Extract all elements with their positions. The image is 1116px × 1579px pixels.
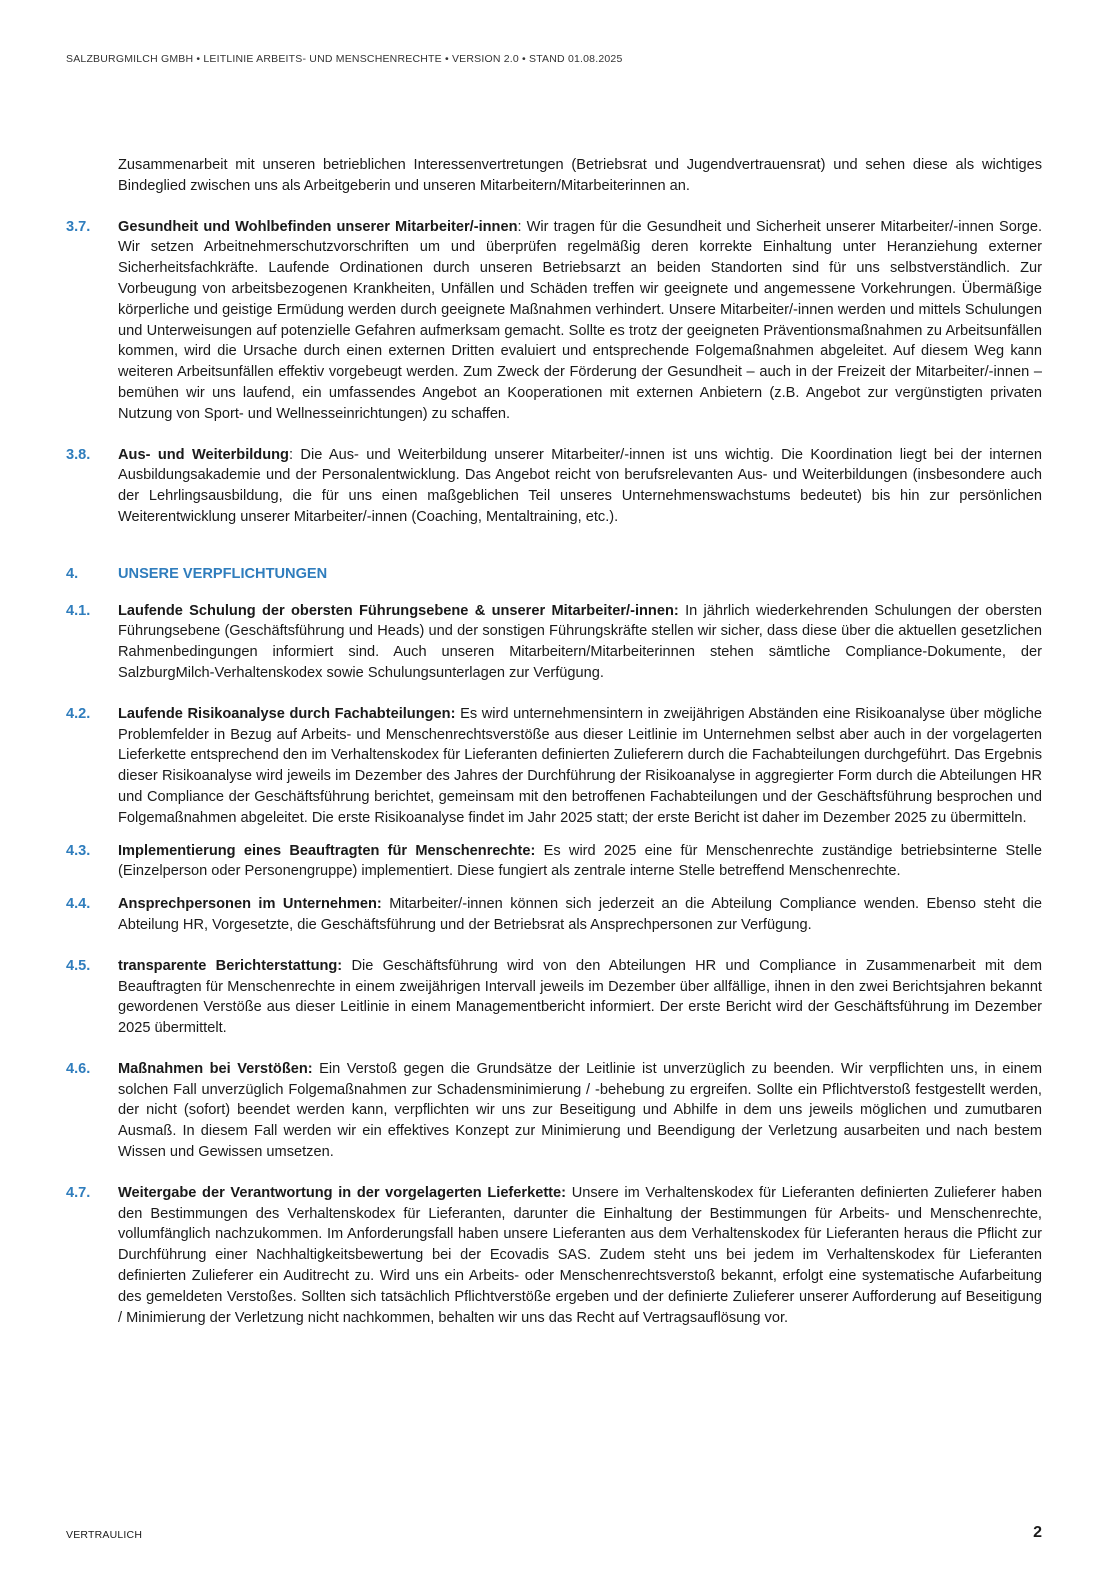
clause-text: Es wird unternehmensintern in zweijährigen Abständen eine Risikoanalyse über mögliche Problemfelder in Bezug auf Arbeits- und Menschenrechtsverstöße aus dieser Leitlinie im Unternehmen selbst aber auch in der vorgelagerten Lieferkette entsprechend den im Verhaltenskodex für Lieferanten definierten Zulieferern durch die Fachabteilungen durchgeführt. Das Ergebnis dieser Risikoanalyse wird jeweils im Dezember des Jahres der Durchführung der Risikoanalyse in aggregierter Form durch die Abteilungen HR und Compliance der Geschäftsführung berichtet, gemeinsam mit den betroffenen Fachabteilungen und der Geschäftsführung besprochen und Folgemaßnahmen abgeleitet. Die erste Risikoanalyse findet im Jahr 2025 statt; der erste Bericht ist daher im Dezember 2025 zu übermitteln. xyxy=(118,705,1043,826)
clause-text: In jährlich wiederkehrenden Schulungen der obersten Führungsebene (Geschäftsführung und Heads) und der sonstigen Führungskräfte stellen wir sicher, dass diese über die aktuellen gesetzlichen Rahmenbedingungen informiert sind. Auch unseren Mitarbeitern/Mitarbeiterinnen stehen sämtliche Compliance-Dokumente, der SalzburgMilch-Verhaltenskodex sowie Schulungsunterlagen zur Verfügung. xyxy=(118,602,1042,681)
clause-4-4 xyxy=(66,894,1042,936)
clause-number: 4.4. xyxy=(66,896,91,913)
clause-text: Die Aus- und Weiterbildung unserer Mitarbeiter/-innen ist uns wichtig. Die Koordination liegt bei der internen Ausbildungsakademie und der Personalentwicklung. Das Angebot reicht von berufsrelevanten Aus- und Weiterbildungen (insbesondere auch der Lehrlingsausbildung, die für uns einen maßgeblichen Teil unseres Unternehmenswachstums bedeutet) bis hin zur persönlichen Weiterentwicklung unserer Mitarbeiter/-innen (Coaching, Mentaltraining, etc.). xyxy=(118,446,1042,525)
page-header: SALZBURGMILCH GMBH • LEITLINIE ARBEITS- UND MENSCHENRECHTE • VERSION 2.0 • STAND 01.08.2025 xyxy=(66,53,623,65)
clause-4-5 xyxy=(66,956,1042,1039)
clause-body xyxy=(118,1059,1042,1163)
clause-text: Die Geschäftsführung wird von den Abteilungen HR und Compliance in Zusammenarbeit mit dem Beauftragten für Menschenrechte in einem zweijährigen Intervall jeweils im Dezember über allfällige, ihnen in den zwei Berichtsjahren bekannt gewordenen Verstöße aus dieser Leitlinie in einem Managementbericht informiert. Der erste Bericht wird der Geschäftsführung im Dezember 2025 übermittelt. xyxy=(118,957,1042,1037)
clause-number: 3.8. xyxy=(66,446,91,463)
clause-4-2 xyxy=(66,704,1042,829)
clause-body xyxy=(118,894,1042,936)
clause-3-7 xyxy=(66,217,1042,425)
clause-body xyxy=(118,1183,1042,1329)
clause-text: Mitarbeiter/-innen können sich jederzeit an die Abteilung Compliance wenden. Ebenso steht die Abteilung HR, Vorgesetzte, die Geschäftsführung und der Betriebsrat als Ansprechpersonen zur Verfügung. xyxy=(118,896,1042,933)
clause-number: 4.3. xyxy=(66,842,91,859)
document-body xyxy=(66,155,1042,1348)
clause-body xyxy=(118,704,1042,829)
section-heading-4 xyxy=(66,564,1042,585)
clause-4-1 xyxy=(66,601,1042,684)
page-number: 2 xyxy=(1033,1524,1042,1541)
clause-title: Gesundheit und Wohlbefinden unserer Mitarbeiter/-innen xyxy=(118,218,518,235)
clause-title: Ansprechpersonen im Unternehmen: xyxy=(118,896,382,913)
clause-title: transparente Berichterstattung: xyxy=(118,957,343,974)
clause-number: 3.7. xyxy=(66,218,91,235)
clause-title: Implementierung eines Beauftragten für Menschenrechte: xyxy=(118,842,536,859)
section-title: UNSERE VERPFLICHTUNGEN xyxy=(118,565,328,582)
clause-title: Weitergabe der Verantwortung in der vorgelagerten Lieferkette: xyxy=(118,1184,567,1201)
clause-text: Es wird 2025 eine für Menschenrechte zuständige betriebsinterne Stelle (Einzelperson oder Personengruppe) implementiert. Diese fungiert als zentrale interne Stelle betreffend Menschenrechte. xyxy=(118,842,1042,880)
clause-number: 4.1. xyxy=(66,602,91,619)
clause-number: 4.6. xyxy=(66,1060,91,1077)
clause-body xyxy=(118,841,1042,883)
clause-body: Gesundheit und Wohlbefinden unserer Mitarbeiter/-innen: Wir tragen für die Gesundheit und Sicherheit unserer Mitarbeiter/-innen Sorge. Wir setzen Arbeitnehmerschutzvorschriften um und überprüfen regelmäßig deren korrekte Einhaltung unter Heranziehung externer Sicherheitsfachkräfte. Laufende Ordinationen durch unseren Betriebsarzt an beiden Standorten sind für uns selbstverständlich. Zur Vorbeugung von arbeitsbezogenen Krankheiten, Unfällen und Schäden treffen wir geeignete und angemessene Vorkehrungen. Übermäßige körperliche und geistige Ermüdung werden durch geeignete Maßnahmen verhindert. Unsere Mitarbeiter/-innen werden und mittels Schulungen und Unterweisungen auf potenzielle Gefahren aufmerksam gemacht. Sollte es trotz der geeigneten Präventionsmaßnahmen zu Arbeitsunfällen kommen, wird die Ursache durch einen externen Dritten evaluiert und entsprechende Folgemaßnahmen abgeleitet. Auf diesem Weg kann weiteren Arbeitsunfällen effektiv vorgebeugt werden. Zum Zweck der Förderung der Gesundheit – auch in der Freizeit der Mitarbeiter/-innen – bemühen wir uns laufend, ein umfassendes Angebot an Kooperationen mit externen Anbietern (z.B. Angebot zur vergünstigten privaten Nutzung von Sport- und Wellnesseinrichtungen) zu schaffen. xyxy=(118,218,1042,422)
clause-text: Unsere im Verhaltenskodex für Lieferanten definierten Zulieferer haben den Bestimmungen des Verhaltenskodex für Lieferanten, darunter die Einhaltung der Bestimmungen für Arbeits- und Menschenrechte, vollumfänglich nachzukommen. Im Anforderungsfall haben unsere Lieferanten aus dem Verhaltenskodex für Lieferanten heraus die Pflicht zur Durchführung einer Nachhaltigkeitsbewertung bei der Ecovadis SAS. Zudem steht uns bei jedem im Verhaltenskodex für Lieferanten definierten Zulieferer ein Auditrecht zu. Wird uns ein Arbeits- oder Menschenrechtsverstoß bekannt, erfolgt eine systematische Aufarbeitung des gemeldeten Verstoßes. Sollten sich tatsächlich Pflichtverstöße ergeben und der definierte Zulieferer unserer Aufforderung auf Beseitigung / Minimierung der Verletzung nicht nachkommen, behalten wir uns das Recht auf Vertragsauflösung vor. xyxy=(118,1184,1042,1326)
intro-paragraph: Zusammenarbeit mit unseren betrieblichen Interessenvertretungen (Betriebsrat und Jugendvertrauensrat) und sehen diese als wichtiges Bindeglied zwischen uns als Arbeitgeberin und unseren Mitarbeitern/Mitarbeiterinnen an. xyxy=(118,157,1042,194)
clause-number: 4.7. xyxy=(66,1184,91,1201)
clause-4-7 xyxy=(66,1183,1042,1329)
clause-3-8 xyxy=(66,445,1042,528)
clause-number: 4.5. xyxy=(66,957,91,974)
clause-title: Laufende Risikoanalyse durch Fachabteilungen: xyxy=(118,705,456,722)
clause-number: 4.2. xyxy=(66,705,91,722)
clause-title: Maßnahmen bei Verstößen: xyxy=(118,1060,313,1077)
clause-title: Aus- und Weiterbildung xyxy=(118,446,289,463)
clause-4-3 xyxy=(66,841,1042,883)
clause-4-6 xyxy=(66,1059,1042,1163)
clause-body xyxy=(118,601,1042,684)
clause-title: Laufende Schulung der obersten Führungsebene & unserer Mitarbeiter/-innen: xyxy=(118,602,679,619)
section-number: 4. xyxy=(66,565,79,582)
clause-text: Ein Verstoß gegen die Grundsätze der Leitlinie ist unverzüglich zu beenden. Wir verpflichten uns, in einem solchen Fall unverzüglich Folgemaßnahmen zur Schadensminimierung / -behebung zu ergreifen. Sollte ein Pflichtverstoß festgestellt werden, der nicht (sofort) beendet werden kann, verpflichten wir uns zur Beseitigung und Abhilfe in dem uns jeweils möglichen und zumutbaren Ausmaß. In diesem Fall werden wir ein effektives Konzept zur Minimierung und Beendigung der Verletzung ausarbeiten und nach bestem Wissen und Gewissen umsetzen. xyxy=(118,1060,1042,1161)
clause-text: Wir tragen für die Gesundheit und Sicherheit unserer Mitarbeiter/-innen Sorge. Wir setzen Arbeitnehmerschutzvorschriften um und überprüfen regelmäßig deren korrekte Einhaltung unter Heranziehung externer Sicherheitsfachkräfte. Laufende Ordinationen durch unseren Betriebsarzt an beiden Standorten sind für uns selbstverständlich. Zur Vorbeugung von arbeitsbezogenen Krankheiten, Unfällen und Schäden treffen wir geeignete und angemessene Vorkehrungen. Übermäßige körperliche und geistige Ermüdung werden durch geeignete Maßnahmen verhindert. Unsere Mitarbeiter/-innen werden und mittels Schulungen und Unterweisungen auf potenzielle Gefahren aufmerksam gemacht. Sollte es trotz der geeigneten Präventionsmaßnahmen zu Arbeitsunfällen kommen, wird die Ursache durch einen externen Dritten evaluiert und entsprechende Folgemaßnahmen abgeleitet. Auf diesem Weg kann weiteren Arbeitsunfällen effektiv vorgebeugt werden. Zum Zweck der Förderung der Gesundheit – auch in der Freizeit der Mitarbeiter/-innen – bemühen wir uns laufend, ein umfassendes Angebot an Kooperationen mit externen Anbietern (z.B. Angebot zur vergünstigten privaten Nutzung von Sport- und Wellnesseinrichtungen) zu schaffen. xyxy=(118,218,1042,422)
clause-body xyxy=(118,956,1042,1039)
clause-body: Aus- und Weiterbildung: Die Aus- und Weiterbildung unserer Mitarbeiter/-innen ist uns wichtig. Die Koordination liegt bei der internen Ausbildungsakademie und der Personalentwicklung. Das Angebot reicht von berufsrelevanten Aus- und Weiterbildungen (insbesondere auch der Lehrlingsausbildung, die für uns einen maßgeblichen Teil unseres Unternehmenswachstums bedeutet) bis hin zur persönlichen Weiterentwicklung unserer Mitarbeiter/-innen (Coaching, Mentaltraining, etc.). xyxy=(118,446,1042,525)
footer-confidential-label: VERTRAULICH xyxy=(66,1529,143,1541)
